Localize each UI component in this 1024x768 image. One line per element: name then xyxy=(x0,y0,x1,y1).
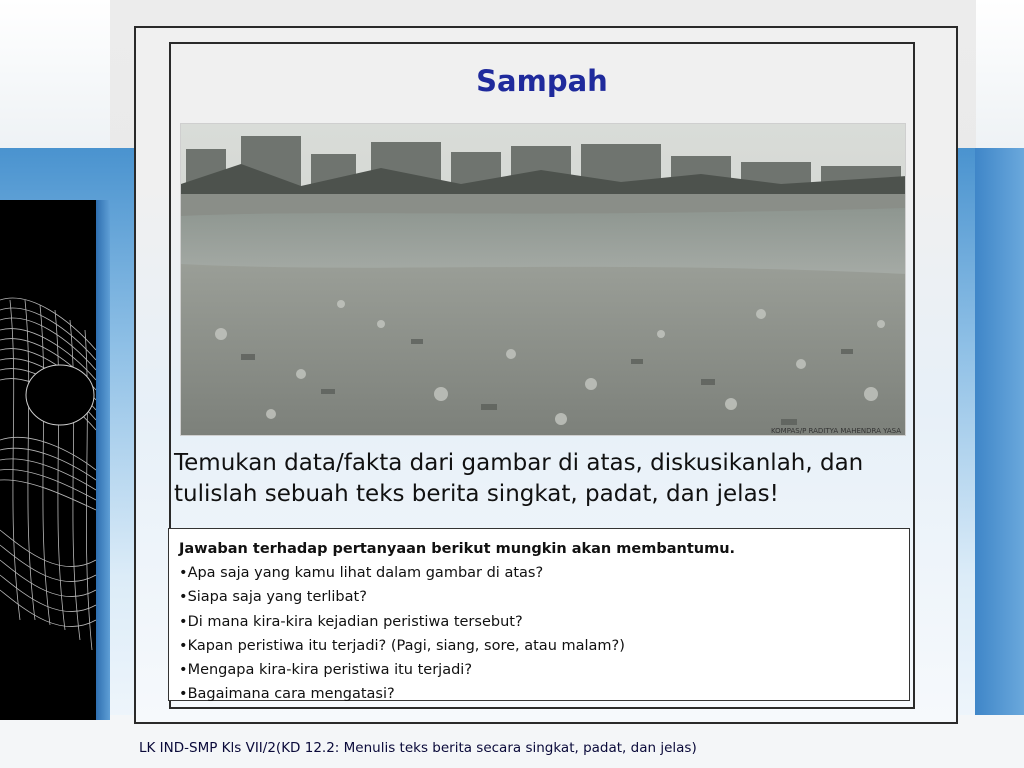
hint-item: • Siapa saja yang terlibat? xyxy=(179,585,899,609)
wireframe-edge xyxy=(96,200,110,720)
photo-credit: KOMPAS/P RADITYA MAHENDRA YASA xyxy=(770,427,901,435)
wireframe-decoration xyxy=(0,200,96,720)
answer-hint-box xyxy=(168,528,910,701)
hint-item: • Bagaimana cara mengatasi? xyxy=(179,682,899,706)
hint-item: • Apa saja yang kamu lihat dalam gambar di atas? xyxy=(179,561,899,585)
wireframe-mesh-icon xyxy=(0,200,96,720)
hint-item: • Di mana kira-kira kejadian peristiwa tersebut? xyxy=(179,610,899,634)
hint-item: • Kapan peristiwa itu terjadi? (Pagi, siang, sore, atau malam?) xyxy=(179,634,899,658)
garbage-landscape-image xyxy=(181,124,906,436)
instruction-text: Temukan data/fakta dari gambar di atas, diskusikanlah, dan tulislah sebuah teks berita singkat, padat, dan jelas! xyxy=(174,450,864,507)
hint-item: • Mengapa kira-kira peristiwa itu terjadi? xyxy=(179,658,899,682)
slide-footer: LK IND-SMP Kls VII/2(KD 12.2: Menulis teks berita secara singkat, padat, dan jelas) xyxy=(139,740,697,756)
background-blue-band-right xyxy=(975,148,1024,720)
answer-box-heading: Jawaban terhadap pertanyaan berikut mungkin akan membantumu. xyxy=(179,541,736,557)
garbage-photo xyxy=(180,123,906,436)
slide-title: Sampah xyxy=(476,64,608,98)
